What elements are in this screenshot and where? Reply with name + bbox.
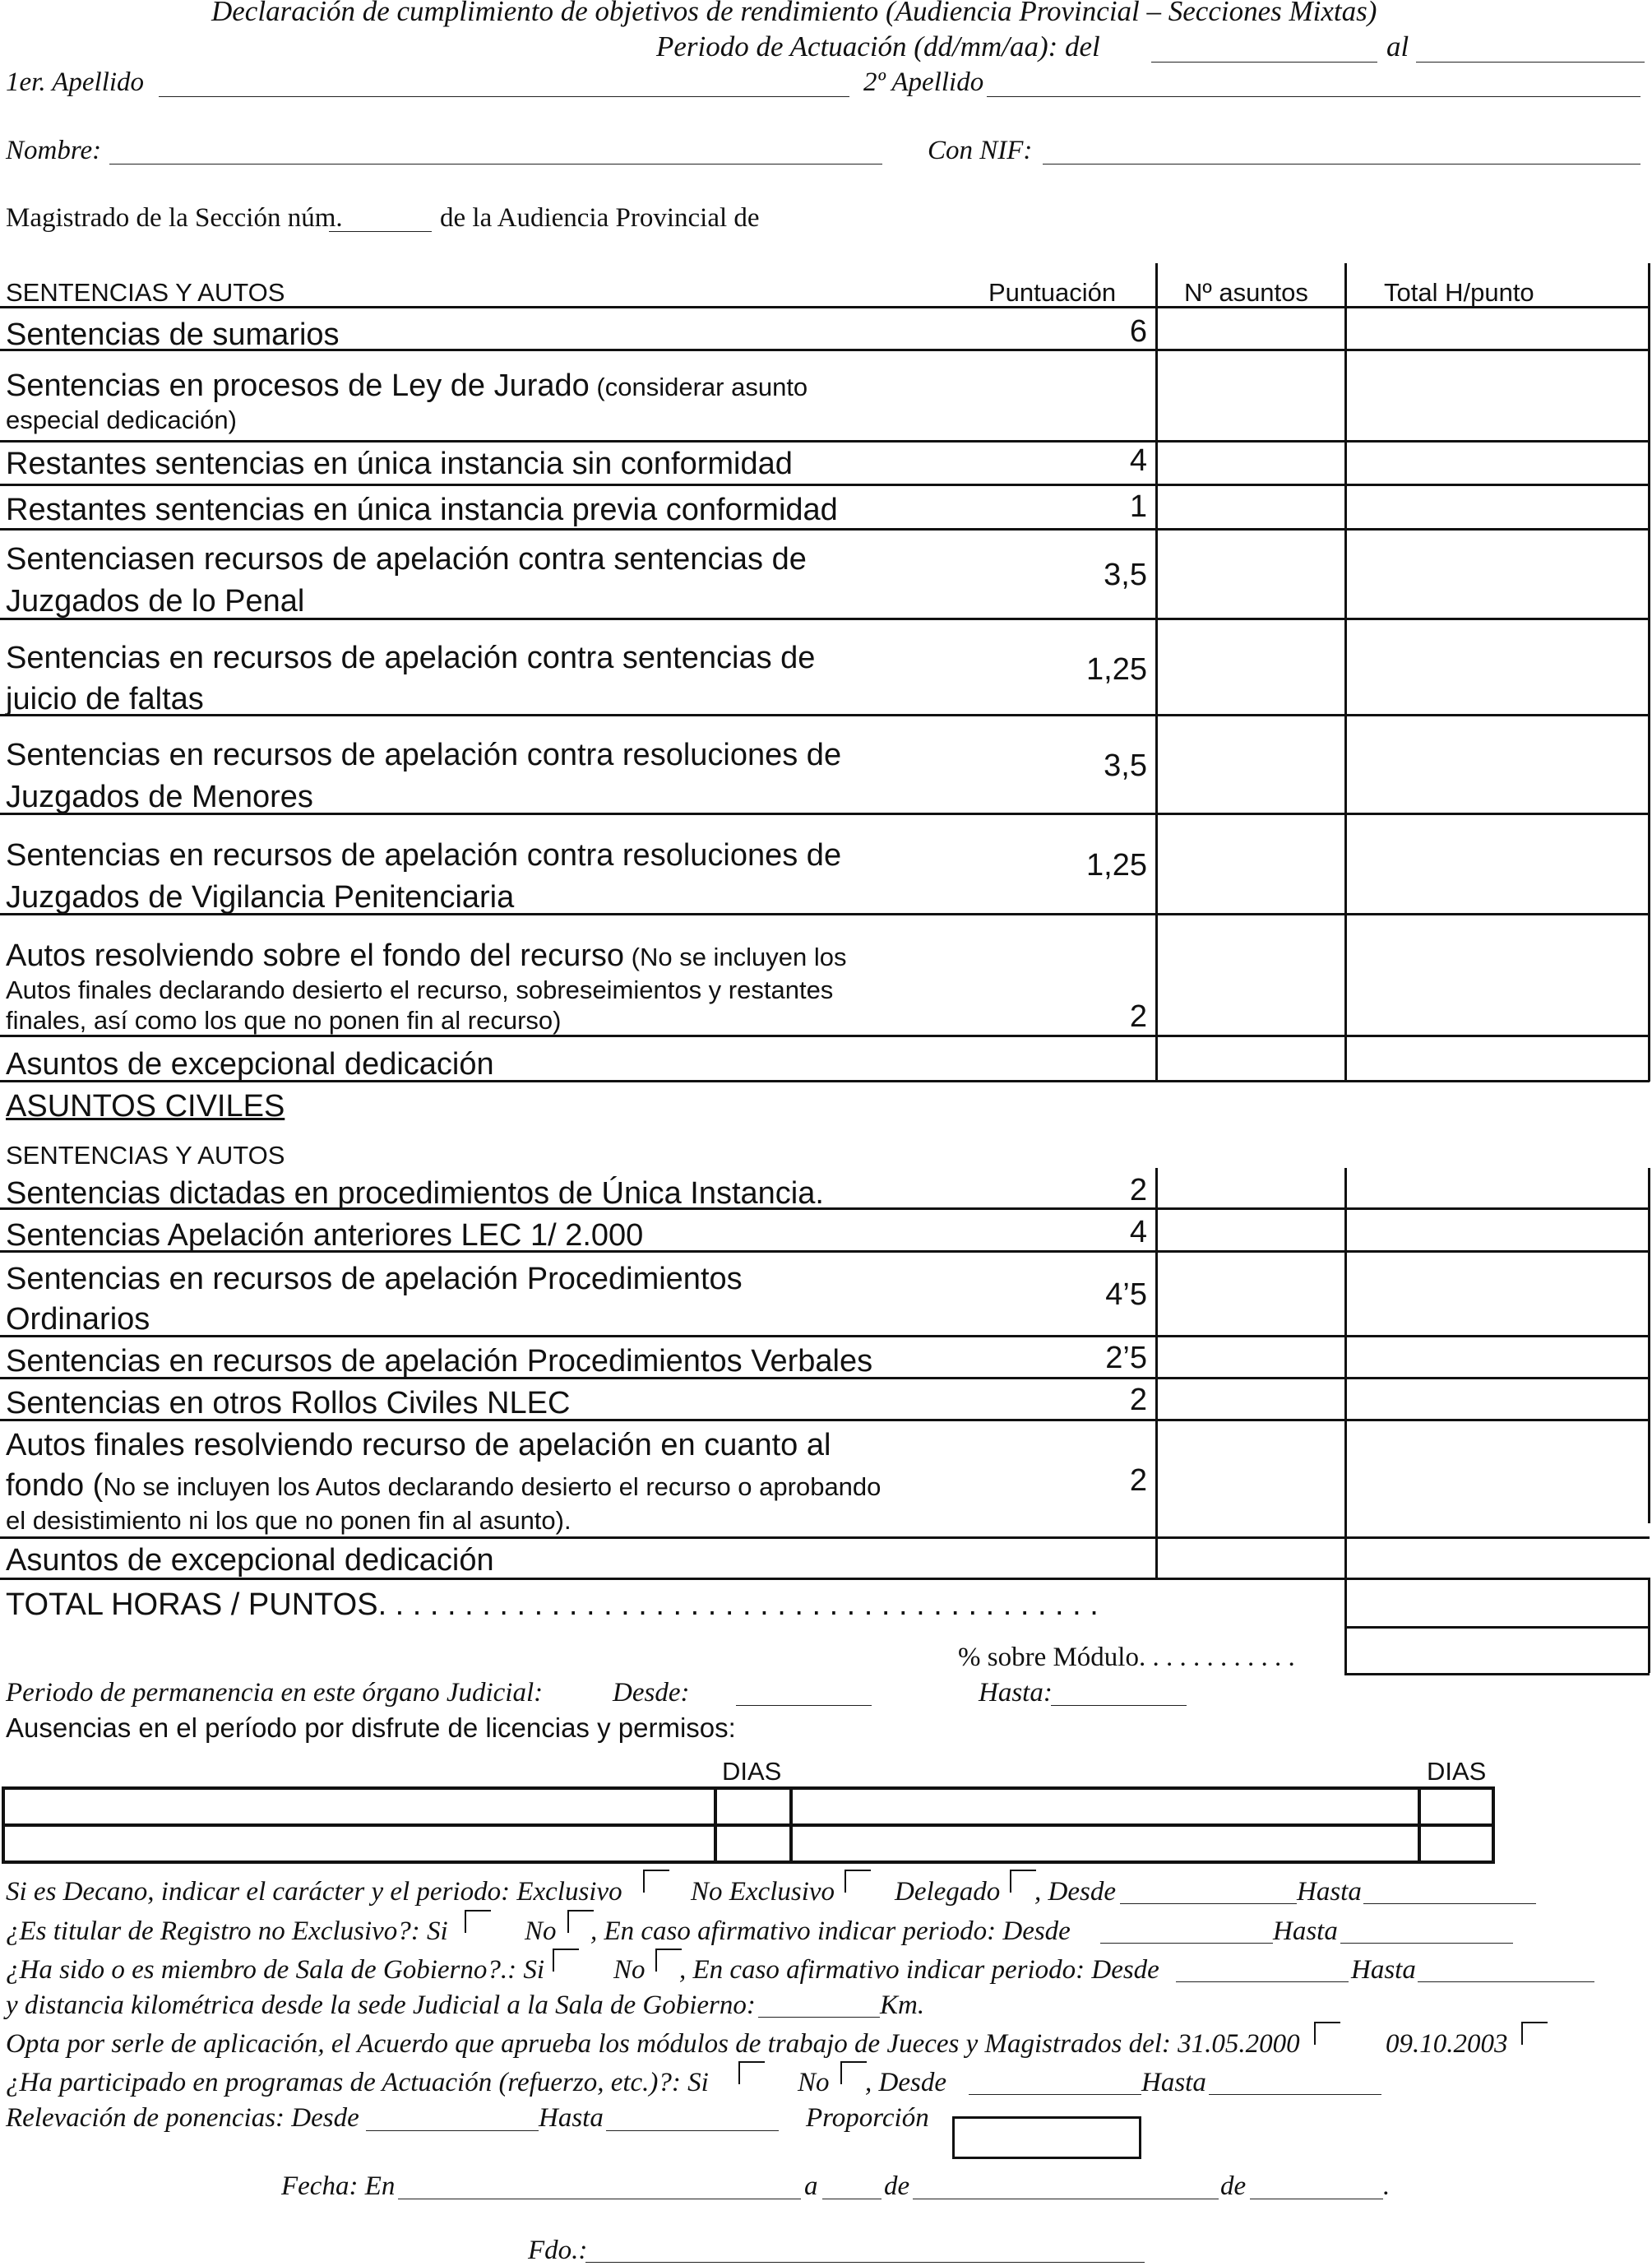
- delegado-label: Delegado: [895, 1877, 1001, 1907]
- civil-col-divider: [1344, 1168, 1347, 1578]
- registro-desde-field[interactable]: [1100, 1943, 1273, 1944]
- civil-col-divider: [1155, 1168, 1158, 1578]
- seccion-field[interactable]: [329, 231, 432, 232]
- relevacion-desde-field[interactable]: [366, 2130, 539, 2131]
- penal-row-label-cont: Juzgados de Vigilancia Penitenciaria: [6, 880, 515, 915]
- registro-hasta-field[interactable]: [1340, 1943, 1513, 1944]
- penal-row-label-cont: Autos finales declarando desierto el recurso, sobreseimientos y restantes: [6, 975, 834, 1004]
- col-asuntos: Nº asuntos: [1184, 278, 1308, 307]
- penal-row-label: Sentenciasen recursos de apelación contra sentencias de: [6, 542, 807, 577]
- penal-col-divider: [1155, 263, 1158, 1082]
- periodo-label: Periodo de Actuación (dd/mm/aa): del: [656, 30, 1100, 63]
- civil-row-label: Sentencias dictadas en procedimientos de Única Instancia.: [6, 1176, 824, 1211]
- apellido2-label: 2º Apellido: [863, 67, 984, 97]
- civil-row-divider: [1344, 1673, 1650, 1675]
- permanencia-desde-field[interactable]: [736, 1705, 872, 1706]
- dias-header-left: DIAS: [722, 1757, 782, 1786]
- penal-row-label: Restantes sentencias en única instancia previa conformidad: [6, 493, 838, 527]
- permanencia-desde-label: Desde:: [613, 1678, 690, 1708]
- apellido1-field[interactable]: [159, 96, 849, 97]
- civil-col-divider: [1648, 1168, 1650, 1523]
- nif-field[interactable]: [1043, 164, 1640, 165]
- civil-row-points: 2’5: [1105, 1341, 1147, 1375]
- sala-si-checkbox[interactable]: [553, 1949, 579, 1972]
- ausencias-row-divider: [2, 1823, 1495, 1827]
- periodo-al-label: al: [1386, 30, 1409, 63]
- civil-row-points: 4: [1129, 1215, 1147, 1249]
- penal-row-label-cont: especial dedicación): [6, 405, 237, 434]
- civil-row-points: 2: [1129, 1383, 1147, 1417]
- permanencia-label: Periodo de permanencia en este órgano Judicial:: [6, 1678, 544, 1708]
- opta-label: Opta por serle de aplicación, el Acuerdo que aprueba los módulos de trabajo de Jueces y Magistrados del: 31.05.2000: [6, 2029, 1300, 2059]
- distancia-label: y distancia kilométrica desde la sede Judicial a la Sala de Gobierno:: [6, 1990, 756, 2020]
- permanencia-hasta-label: Hasta:: [979, 1678, 1053, 1708]
- form-title: Declaración de cumplimiento de objetivos de rendimiento (Audiencia Provincial – Secciones Mixtas): [211, 0, 1377, 27]
- dias-header-right: DIAS: [1427, 1757, 1487, 1786]
- fecha-period: .: [1383, 2171, 1391, 2201]
- modulo-label: % sobre Módulo. . . . . . . . . . . .: [958, 1643, 1295, 1672]
- exclusivo-checkbox[interactable]: [643, 1870, 669, 1893]
- penal-row-label: Sentencias en recursos de apelación contra resoluciones de: [6, 838, 842, 873]
- col-total: Total H/punto: [1384, 278, 1534, 307]
- proporcion-box[interactable]: [952, 2116, 1141, 2159]
- registro-hasta-label: Hasta: [1273, 1916, 1338, 1946]
- penal-row-label: Sentencias en procesos de Ley de Jurado (considerar asunto: [6, 368, 808, 403]
- permanencia-hasta-field[interactable]: [1051, 1705, 1187, 1706]
- penal-row-points: 1,25: [1086, 848, 1147, 883]
- no-exclusivo-checkbox[interactable]: [845, 1870, 871, 1893]
- civil-row-label-cont: fondo (No se incluyen los Autos declarando desierto el recurso o aprobando: [6, 1468, 882, 1503]
- civil-row-label-cont: Ordinarios: [6, 1302, 150, 1337]
- apellido2-field[interactable]: [987, 96, 1640, 97]
- civil-section-label: SENTENCIAS Y AUTOS: [6, 1141, 285, 1170]
- civil-row-label: Sentencias en recursos de apelación Procedimientos: [6, 1262, 743, 1296]
- penal-row-points: 1,25: [1086, 652, 1147, 687]
- opta-2000-checkbox[interactable]: [1314, 2022, 1340, 2045]
- penal-row-points: 1: [1129, 489, 1147, 524]
- penal-section-label: SENTENCIAS Y AUTOS: [6, 278, 285, 307]
- distancia-field[interactable]: [758, 2017, 880, 2018]
- programas-label: ¿Ha participado en programas de Actuación (refuerzo, etc.)?: Si: [6, 2068, 709, 2097]
- no-exclusivo-label: No Exclusivo: [691, 1877, 835, 1907]
- penal-row-label-cont: juicio de faltas: [6, 682, 204, 716]
- penal-row-points: 6: [1129, 314, 1147, 349]
- total-col-divider: [1648, 1578, 1650, 1673]
- civil-row-points: 2: [1129, 1173, 1147, 1207]
- civil-row-label: Sentencias en recursos de apelación Procedimientos Verbales: [6, 1344, 873, 1379]
- penal-row-label-cont: Juzgados de Menores: [6, 780, 313, 814]
- fecha-de2-label: de: [1220, 2171, 1247, 2201]
- fecha-label: Fecha: En: [281, 2171, 396, 2201]
- decano-desde-field[interactable]: [1120, 1903, 1297, 1904]
- ausencias-label: Ausencias en el período por disfrute de licencias y permisos:: [6, 1712, 736, 1743]
- penal-row-label: Restantes sentencias en única instancia sin conformidad: [6, 447, 793, 481]
- programas-hasta-label: Hasta: [1141, 2068, 1206, 2097]
- civil-row-points: 4’5: [1105, 1277, 1147, 1312]
- km-label: Km.: [880, 1990, 925, 2020]
- opta-2003-checkbox[interactable]: [1521, 2022, 1548, 2045]
- ausencias-col-divider: [1418, 1786, 1421, 1864]
- relevacion-label: Relevación de ponencias: Desde: [6, 2103, 359, 2133]
- sala-hasta-label: Hasta: [1351, 1955, 1416, 1985]
- firma-label: Fdo.:: [528, 2236, 588, 2265]
- ausencia-concepto-field[interactable]: [794, 1791, 1414, 1821]
- col-puntuacion: Puntuación: [988, 278, 1117, 307]
- programas-no-checkbox[interactable]: [840, 2061, 867, 2084]
- ausencia-dias-field[interactable]: [719, 1828, 786, 1858]
- nombre-field[interactable]: [109, 164, 882, 165]
- programas-desde-field[interactable]: [969, 2094, 1141, 2095]
- fecha-de1-label: de: [884, 2171, 910, 2201]
- nombre-label: Nombre:: [6, 136, 102, 165]
- programas-hasta-field[interactable]: [1209, 2094, 1381, 2095]
- firma-field[interactable]: [585, 2262, 1145, 2263]
- penal-row-points: 4: [1129, 443, 1147, 478]
- penal-row-divider: [0, 440, 1650, 443]
- periodo-hasta-field[interactable]: [1416, 62, 1645, 63]
- audiencia-label: de la Audiencia Provincial de: [440, 203, 760, 233]
- decano-desde-label: , Desde: [1034, 1877, 1116, 1907]
- sala-caso-label: , En caso afirmativo indicar periodo: Desde: [679, 1955, 1159, 1985]
- relevacion-hasta-label: Hasta: [539, 2103, 604, 2133]
- registro-si-checkbox[interactable]: [465, 1910, 491, 1933]
- civil-row-divider: [1344, 1626, 1650, 1629]
- penal-row-divider: [0, 306, 1650, 308]
- programas-no-label: No: [798, 2068, 830, 2097]
- civil-row-label: Autos finales resolviendo recurso de apelación en cuanto al: [6, 1428, 831, 1462]
- ausencia-concepto-field[interactable]: [7, 1791, 710, 1821]
- civil-row-label-cont: el desistimiento ni los que no ponen fin al asunto).: [6, 1506, 571, 1535]
- penal-row-label-cont: Juzgados de lo Penal: [6, 584, 305, 619]
- penal-row-label: Autos resolviendo sobre el fondo del recurso (No se incluyen los: [6, 938, 847, 973]
- ausencia-dias-field[interactable]: [1423, 1828, 1492, 1858]
- opta-2003-label: 09.10.2003: [1386, 2029, 1508, 2059]
- penal-row-points: 3,5: [1104, 748, 1147, 783]
- civil-row-divider: [0, 1536, 1650, 1539]
- total-col-divider: [1344, 1578, 1347, 1673]
- civil-row-label: Sentencias Apelación anteriores LEC 1/ 2.000: [6, 1218, 644, 1253]
- penal-row-label: Sentencias en recursos de apelación contra sentencias de: [6, 641, 816, 675]
- delegado-checkbox[interactable]: [1010, 1870, 1036, 1893]
- civil-heading: ASUNTOS CIVILES: [6, 1089, 285, 1124]
- civil-row-label: Asuntos de excepcional dedicación: [6, 1543, 494, 1578]
- relevacion-hasta-field[interactable]: [606, 2130, 779, 2131]
- decano-hasta-label: Hasta: [1297, 1877, 1362, 1907]
- sala-no-checkbox[interactable]: [655, 1949, 682, 1972]
- penal-row-points: 3,5: [1104, 558, 1147, 592]
- ausencias-col-divider: [789, 1786, 793, 1864]
- civil-row-label: Sentencias en otros Rollos Civiles NLEC: [6, 1386, 571, 1420]
- penal-row-label-cont: finales, así como los que no ponen fin al recurso): [6, 1006, 562, 1035]
- registro-no-label: No: [525, 1916, 557, 1946]
- penal-col-divider: [1648, 263, 1650, 1082]
- decano-hasta-field[interactable]: [1363, 1903, 1536, 1904]
- penal-row-label: Sentencias de sumarios: [6, 317, 340, 352]
- penal-col-divider: [1344, 263, 1347, 1082]
- ausencia-dias-field[interactable]: [1423, 1791, 1492, 1821]
- penal-row-divider: [0, 714, 1650, 716]
- periodo-desde-field[interactable]: [1151, 62, 1377, 63]
- nif-label: Con NIF:: [928, 136, 1033, 165]
- programas-desde-label: , Desde: [865, 2068, 946, 2097]
- registro-caso-label: , En caso afirmativo indicar periodo: Desde: [590, 1916, 1071, 1946]
- magistrado-label: Magistrado de la Sección núm.: [6, 203, 343, 233]
- registro-label: ¿Es titular de Registro no Exclusivo?: Si: [6, 1916, 448, 1946]
- total-horas-label: TOTAL HORAS / PUNTOS. . . . . . . . . . . . . . . . . . . . . . . . . . . . . . . . . . . . . . . . . .: [6, 1587, 1099, 1622]
- ausencia-dias-field[interactable]: [719, 1791, 786, 1821]
- fecha-a-label: a: [804, 2171, 818, 2201]
- decano-label: Si es Decano, indicar el carácter y el periodo: Exclusivo: [6, 1877, 622, 1907]
- programas-si-checkbox[interactable]: [738, 2061, 765, 2084]
- penal-row-points: 2: [1129, 999, 1147, 1034]
- sala-desde-field[interactable]: [1176, 1981, 1349, 1982]
- sala-no-label: No: [613, 1955, 646, 1985]
- ausencia-concepto-field[interactable]: [7, 1828, 710, 1858]
- sala-hasta-field[interactable]: [1418, 1981, 1594, 1982]
- penal-row-label: Asuntos de excepcional dedicación: [6, 1047, 494, 1082]
- penal-row-label: Sentencias en recursos de apelación contra resoluciones de: [6, 738, 842, 772]
- ausencia-concepto-field[interactable]: [794, 1828, 1414, 1858]
- sala-label: ¿Ha sido o es miembro de Sala de Gobierno?.: Si: [6, 1955, 545, 1985]
- civil-row-divider: [0, 1335, 1650, 1337]
- ausencias-col-divider: [714, 1786, 717, 1864]
- apellido1-label: 1er. Apellido: [6, 67, 145, 97]
- civil-row-points: 2: [1129, 1463, 1147, 1498]
- proporcion-label: Proporción: [806, 2103, 929, 2133]
